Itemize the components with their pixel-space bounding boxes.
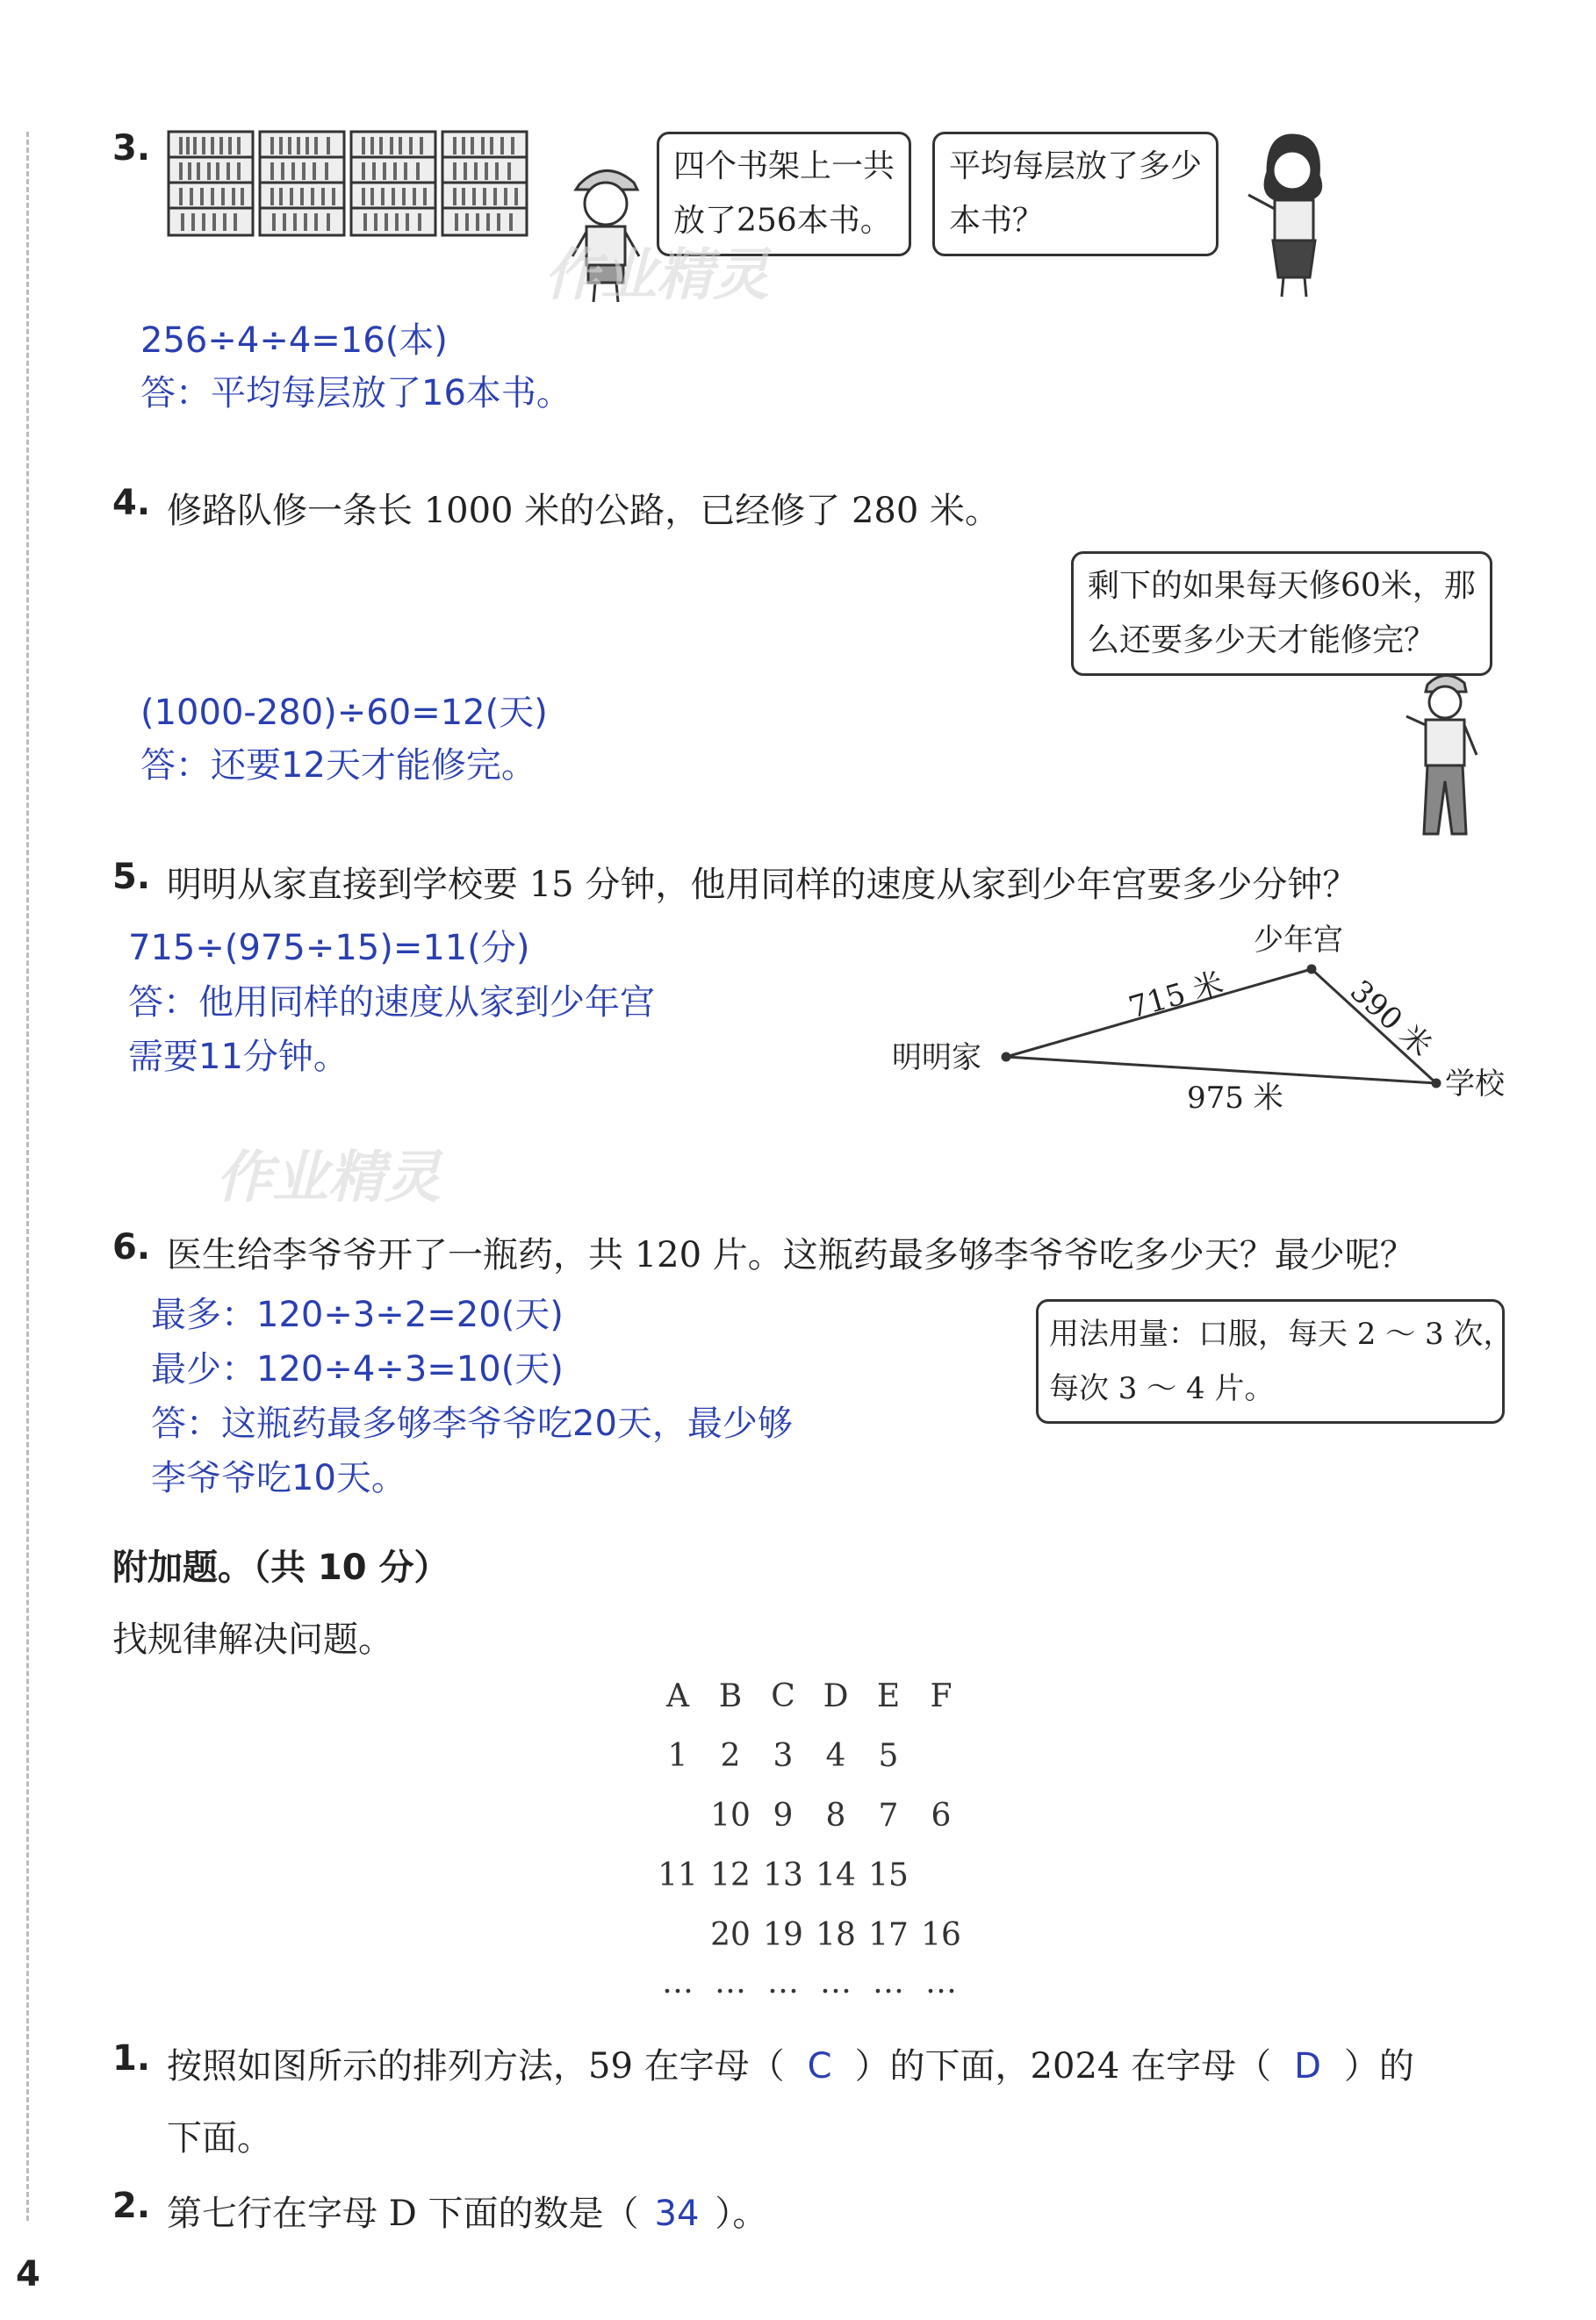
- table-cell: 17: [868, 1917, 909, 1953]
- table-cell: 14: [816, 1857, 856, 1893]
- q6-answer-max: 最多：120÷3÷2=20(天): [151, 1295, 564, 1335]
- col-header-c: C: [771, 1678, 795, 1714]
- table-cell: …: [820, 1964, 852, 2000]
- table-cell: 18: [816, 1917, 856, 1953]
- table-cell: 2: [720, 1738, 741, 1774]
- q4-answer-text: 答：还要12天才能修完。: [140, 745, 536, 786]
- map-palace-label: 少年宫: [1254, 923, 1343, 958]
- binding-margin-line: [26, 132, 29, 2221]
- q3-boy-speech-line2: 放了256本书。: [673, 203, 892, 239]
- q5-number: 5.: [112, 857, 151, 897]
- q5-answer-equation: 715÷(975÷15)=11(分): [128, 928, 530, 968]
- map-school-label: 学校: [1445, 1067, 1505, 1102]
- bonus-title: 附加题。（共 10 分）: [112, 1548, 449, 1588]
- table-cell: 5: [878, 1738, 899, 1774]
- table-cell: 4: [825, 1738, 846, 1774]
- q3-answer-equation: 256÷4÷4=16(本): [140, 320, 448, 361]
- q6-answer-min: 最少：120÷4÷3=10(天): [151, 1349, 564, 1390]
- table-cell: 7: [878, 1798, 899, 1834]
- q3-teacher-speech-line2: 本书？: [949, 203, 1045, 239]
- q6-question-text: 医生给李爷爷开了一瓶药，共 120 片。这瓶药最多够李爷爷吃多少天？最少呢？: [167, 1235, 1415, 1275]
- q6-number: 6.: [112, 1227, 151, 1268]
- col-header-f: F: [930, 1678, 953, 1714]
- q3-teacher-speech-line1: 平均每层放了多少: [949, 148, 1203, 184]
- q4-number: 4.: [112, 483, 151, 523]
- q6-answer-text-1: 答：这瓶药最多够李爷爷吃20天，最少够: [151, 1404, 793, 1444]
- bonus-sub2-answer: 34: [654, 2194, 700, 2234]
- q4-answer-equation: (1000-280)÷60=12(天): [140, 693, 548, 733]
- table-cell: …: [767, 1964, 799, 2000]
- q5-question-text: 明明从家直接到学校要 15 分钟，他用同样的速度从家到少年宫要多少分钟？: [167, 865, 1358, 905]
- table-cell: 3: [773, 1738, 794, 1774]
- table-cell: …: [662, 1964, 694, 2000]
- q6-dosage-box: [1036, 1299, 1513, 1424]
- map-dist-home-school: 975 米: [1187, 1081, 1283, 1116]
- q6-dosage-line1: 用法用量：口服，每天 2 ～ 3 次，: [1049, 1317, 1513, 1352]
- q3-answer-text: 答：平均每层放了16本书。: [140, 373, 572, 413]
- bonus-sub1-part-a: 按照如图所示的排列方法，59 在字母（: [167, 2046, 785, 2087]
- table-cell: 10: [710, 1798, 751, 1834]
- table-cell: …: [715, 1964, 746, 2000]
- bonus-sub1-answer-1: C: [807, 2046, 832, 2087]
- watermark-2: 作业精灵: [216, 1146, 441, 1210]
- q3-number: 3.: [112, 128, 151, 169]
- table-cell: 9: [773, 1798, 794, 1834]
- q6-dosage-line2: 每次 3 ～ 4 片。: [1049, 1371, 1275, 1406]
- q4-speech-bubble: [1071, 551, 1492, 676]
- q4-speech-line1: 剩下的如果每天修60米，那: [1088, 568, 1476, 604]
- bonus-sub1-part-b: ）的下面，2024 在字母（: [854, 2046, 1272, 2087]
- col-header-b: B: [718, 1678, 743, 1714]
- table-cell: 15: [868, 1857, 909, 1893]
- teacher-illustration: [1241, 128, 1338, 304]
- table-cell: 1: [667, 1738, 688, 1774]
- bonus-sub1-continuation: 下面。: [167, 2118, 272, 2158]
- bonus-intro: 找规律解决问题。: [112, 1620, 393, 1660]
- table-cell: 11: [658, 1857, 698, 1893]
- table-cell: …: [873, 1964, 904, 2000]
- bonus-sub1-answer-2: D: [1294, 2046, 1321, 2087]
- q6-answer-text-2: 李爷爷吃10天。: [151, 1458, 406, 1498]
- table-cell: 19: [763, 1917, 803, 1953]
- map-home-label: 明明家: [892, 1040, 981, 1075]
- number-pattern-table: [651, 1678, 967, 2000]
- bonus-sub2-part-a: 第七行在字母 D 下面的数是（: [167, 2194, 639, 2234]
- q3-boy-speech-line1: 四个书架上一共: [673, 148, 895, 184]
- col-header-a: A: [666, 1678, 689, 1714]
- watermark-1: 作业精灵: [544, 243, 769, 308]
- table-cell: 13: [763, 1857, 803, 1893]
- q4-question-text: 修路队修一条长 1000 米的公路，已经修了 280 米。: [167, 491, 1001, 531]
- worker-illustration: [1396, 667, 1492, 843]
- map-dist-home-palace: 715 米: [1125, 965, 1227, 1026]
- table-cell: 20: [710, 1917, 751, 1953]
- table-cell: 6: [931, 1798, 952, 1834]
- table-cell: 8: [825, 1798, 846, 1834]
- bonus-sub2-number: 2.: [112, 2186, 151, 2226]
- bonus-sub1-number: 1.: [112, 2038, 151, 2079]
- q5-answer-text-1: 答：他用同样的速度从家到少年宫: [128, 982, 655, 1023]
- bonus-sub2-text: [167, 2186, 767, 2236]
- q5-answer-text-2: 需要11分钟。: [128, 1037, 349, 1077]
- col-header-d: D: [823, 1678, 849, 1714]
- page-number: 4: [16, 2254, 40, 2295]
- bonus-sub1-text: [167, 2038, 1414, 2088]
- q5-route-map: [878, 913, 1545, 1124]
- bonus-sub1-part-c: ）的: [1343, 2046, 1414, 2087]
- col-header-e: E: [876, 1678, 901, 1714]
- q4-speech-line2: 么还要多少天才能修完？: [1088, 622, 1436, 658]
- table-cell: 12: [710, 1857, 751, 1893]
- map-dist-palace-school: 390 米: [1342, 973, 1439, 1065]
- q3-teacher-speech-bubble: [932, 132, 1219, 256]
- bookshelves-illustration: [165, 128, 534, 241]
- table-cell: 16: [921, 1917, 961, 1953]
- bonus-sub2-part-b: ）。: [715, 2194, 768, 2234]
- table-cell: …: [925, 1964, 957, 2000]
